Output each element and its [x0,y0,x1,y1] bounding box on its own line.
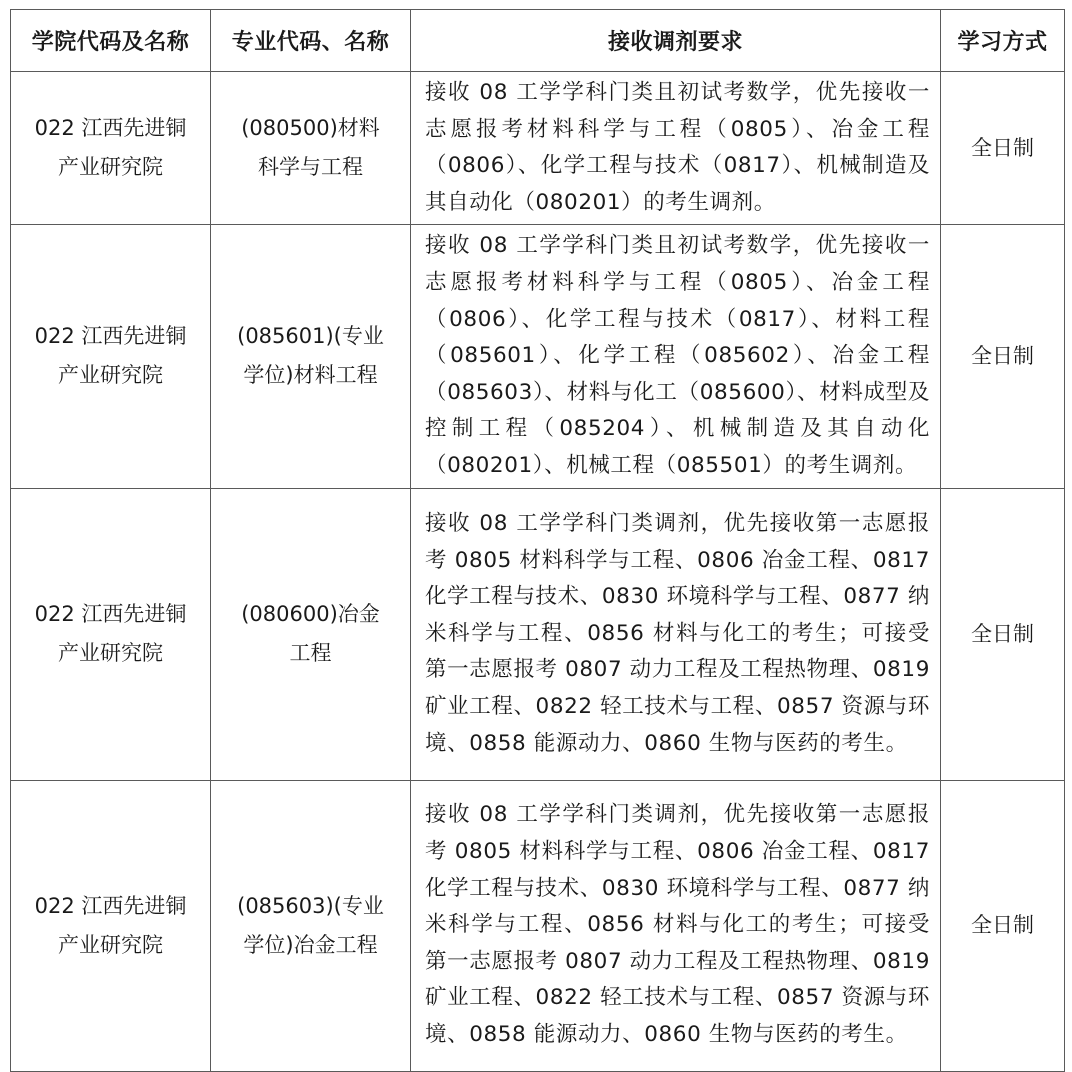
requirement-cell: 接收 08 工学学科门类调剂，优先接收第一志愿报考 0805 材料科学与工程、0806 冶金工程、0817 化学工程与技术、0830 环境科学与工程、0877 纳米科学与工程、0856 材料与化工的考生；可接受第一志愿报考 0807 动力工程及工程热物理、0819 矿业工程、0822 轻工技术与工程、0857 资源与环境、0858 能源动力、0860 生物与医药的考生。 [411,488,941,780]
college-cell [11,488,211,780]
college-line: 产业研究院 [58,363,163,388]
adjustment-table [10,9,1065,1072]
study-mode-cell: 全日制 [941,780,1065,1071]
major-line: (085601)(专业 [237,324,384,349]
table-row [11,488,1065,780]
college-line: 022 江西先进铜 [34,602,187,627]
table-row [11,225,1065,488]
header-requirement: 接收调剂要求 [411,10,941,72]
major-line: 学位)冶金工程 [243,932,378,957]
major-cell [211,780,411,1071]
study-mode-cell: 全日制 [941,72,1065,225]
major-line: 工程 [289,641,332,666]
major-line: (080500)材料 [241,116,380,141]
college-line: 产业研究院 [58,932,163,957]
header-college: 学院代码及名称 [11,10,211,72]
study-mode-cell: 全日制 [941,488,1065,780]
study-mode-cell: 全日制 [941,225,1065,488]
college-cell [11,780,211,1071]
table-row [11,72,1065,225]
college-cell [11,225,211,488]
header-major: 专业代码、名称 [211,10,411,72]
college-line: 022 江西先进铜 [34,116,187,141]
major-cell [211,72,411,225]
requirement-cell: 接收 08 工学学科门类且初试考数学，优先接收一志愿报考材料科学与工程（0805）、冶金工程（0806）、化学工程与技术（0817）、机械制造及其自动化（080201）的考生调剂。 [411,72,941,225]
major-line: 科学与工程 [258,155,363,180]
major-line: (085603)(专业 [237,893,384,918]
college-line: 022 江西先进铜 [34,324,187,349]
college-cell [11,72,211,225]
table-row [11,780,1065,1071]
header-study-mode: 学习方式 [941,10,1065,72]
college-line: 022 江西先进铜 [34,893,187,918]
major-line: 学位)材料工程 [243,363,378,388]
college-line: 产业研究院 [58,641,163,666]
college-line: 产业研究院 [58,155,163,180]
major-cell [211,488,411,780]
major-line: (080600)冶金 [241,602,380,627]
table-header-row [11,10,1065,72]
major-cell [211,225,411,488]
requirement-cell: 接收 08 工学学科门类调剂，优先接收第一志愿报考 0805 材料科学与工程、0806 冶金工程、0817 化学工程与技术、0830 环境科学与工程、0877 纳米科学与工程、0856 材料与化工的考生；可接受第一志愿报考 0807 动力工程及工程热物理、0819 矿业工程、0822 轻工技术与工程、0857 资源与环境、0858 能源动力、0860 生物与医药的考生。 [411,780,941,1071]
requirement-cell: 接收 08 工学学科门类且初试考数学，优先接收一志愿报考材料科学与工程（0805）、冶金工程（0806）、化学工程与技术（0817）、材料工程（085601）、化学工程（085602）、冶金工程（085603）、材料与化工（085600）、材料成型及控制工程（085204）、机械制造及其自动化（080201）、机械工程（085501）的考生调剂。 [411,225,941,488]
